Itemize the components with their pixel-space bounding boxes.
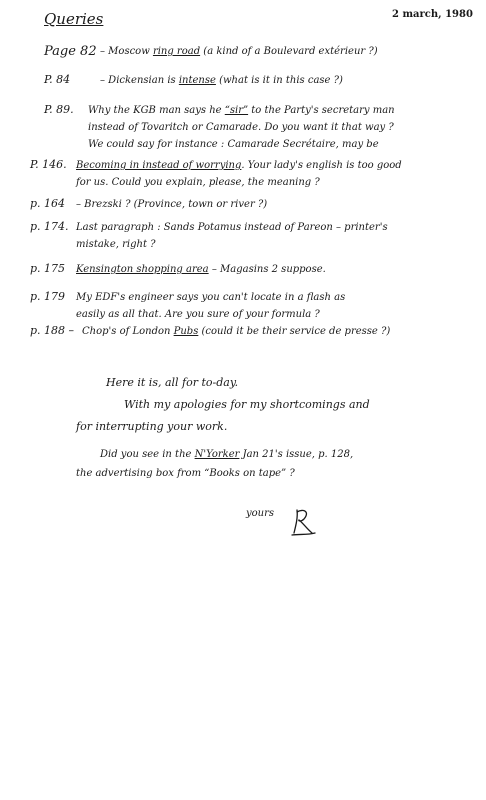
query-text: We could say for instance : Camarade Secrétaire, may be bbox=[88, 139, 379, 150]
query-line bbox=[88, 105, 395, 116]
query-line bbox=[76, 264, 326, 275]
query-line bbox=[88, 122, 394, 133]
page-title: Queries bbox=[44, 10, 104, 28]
query-line bbox=[76, 160, 402, 171]
closing-line bbox=[100, 449, 353, 460]
query-text: Chop's of London bbox=[82, 326, 174, 337]
query-line bbox=[76, 309, 320, 320]
query-ref: P. 89. bbox=[44, 103, 74, 116]
query-text: My EDF's engineer says you can't locate in a flash as bbox=[76, 292, 346, 303]
query-text: – Magasins 2 suppose. bbox=[208, 264, 326, 275]
query-ref: p. 175 bbox=[30, 262, 66, 275]
query-line bbox=[76, 177, 320, 188]
query-text: Last paragraph : Sands Potamus instead of Pareon – printer's bbox=[76, 222, 388, 233]
query-line bbox=[76, 199, 267, 210]
query-line bbox=[100, 46, 378, 57]
query-line bbox=[76, 292, 345, 303]
query-underlined-text: Pubs bbox=[173, 326, 199, 337]
closing-text: Did you see in the bbox=[100, 449, 195, 460]
query-ref: Page 82 bbox=[44, 44, 97, 59]
query-line bbox=[82, 326, 390, 337]
query-line bbox=[76, 222, 388, 233]
query-line bbox=[76, 239, 156, 250]
closing-line: Here it is, all for to-day. bbox=[106, 376, 239, 389]
query-ref: p. 188 – bbox=[30, 324, 75, 337]
query-ref: P. 146. bbox=[30, 158, 67, 171]
query-text: (could it be their service de presse ?) bbox=[198, 326, 391, 337]
query-text: Why the KGB man says he bbox=[88, 105, 225, 116]
query-text: – Brezski ? (Province, town or river ?) bbox=[76, 199, 268, 210]
query-ref: p. 164 bbox=[30, 197, 66, 210]
query-underlined-text: intense bbox=[178, 75, 216, 86]
magazine-name: N'Yorker bbox=[194, 449, 240, 460]
query-text: for us. Could you explain, please, the meaning ? bbox=[76, 177, 320, 188]
query-underlined-text: Kensington shopping area bbox=[76, 264, 209, 275]
query-text: mistake, right ? bbox=[76, 239, 156, 250]
query-text: (a kind of a Boulevard extérieur ?) bbox=[200, 46, 378, 57]
query-text: – Moscow bbox=[100, 46, 153, 57]
query-ref: p. 174. bbox=[30, 220, 69, 233]
query-line bbox=[88, 139, 379, 150]
query-text: . Your lady's english is too good bbox=[241, 160, 402, 171]
closing-text: Jan 21's issue, p. 128, bbox=[239, 449, 354, 460]
query-ref: p. 179 bbox=[30, 290, 66, 303]
closing-line: for interrupting your work. bbox=[76, 420, 228, 433]
signature-mark bbox=[290, 507, 316, 537]
query-text: easily as all that. Are you sure of your formula ? bbox=[76, 309, 320, 320]
letter-date: 2 march, 1980 bbox=[392, 9, 473, 20]
closing-line: the advertising box from “Books on tape” ? bbox=[76, 468, 295, 479]
query-underlined-text: Becoming in instead of worrying bbox=[76, 160, 242, 171]
query-text: (what is it in this case ?) bbox=[215, 75, 343, 86]
query-underlined-text: “sir” bbox=[224, 105, 249, 116]
query-text: – Dickensian is bbox=[100, 75, 179, 86]
query-underlined-text: ring road bbox=[152, 46, 201, 57]
signoff: yours bbox=[246, 508, 275, 519]
query-text: to the Party's secretary man bbox=[248, 105, 395, 116]
query-line bbox=[100, 75, 343, 86]
query-text: instead of Tovaritch or Camarade. Do you want it that way ? bbox=[88, 122, 394, 133]
closing-line: With my apologies for my shortcomings and bbox=[124, 398, 370, 411]
query-ref: P. 84 bbox=[44, 73, 71, 86]
